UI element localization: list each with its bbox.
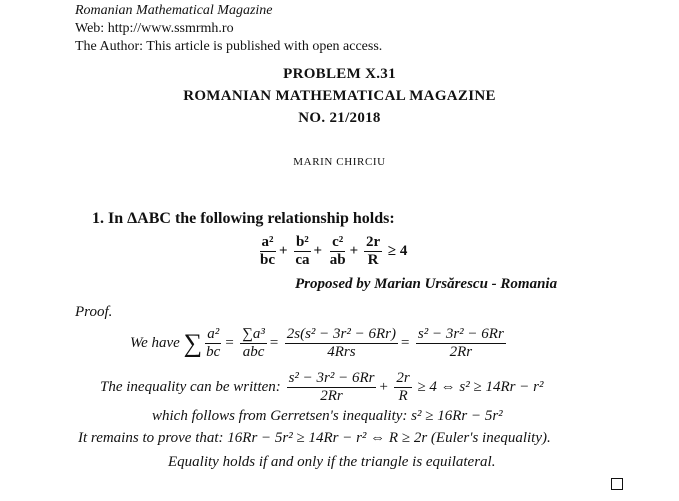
qed-square [611,478,623,490]
problem-title: PROBLEM X.31 [283,66,396,82]
proof-label: Proof. [75,304,113,320]
license-note: The Author: This article is published with open access. [75,39,383,54]
fraction: $\frac{\text{a²}}{bc}$ [206,326,221,360]
proof-line-5: Equality holds if and only if the triangle is equilateral. [168,454,496,470]
fraction: $\frac{\text{s² − 3r² − 6Rr}}{2Rr}$ [417,326,504,360]
fraction: $\frac{\text{a²}}{bc}$ [260,234,275,268]
author-name: MARIN CHIRCIU [293,156,386,168]
issue-number: NO. 21/2018 [298,110,381,126]
fraction: $\frac{2r}{R}$ [365,234,381,268]
magazine-title: ROMANIAN MATHEMATICAL MAGAZINE [183,88,496,104]
proof-line-2: The inequality can be written: $\frac{\text{s² − 3r² − 6Rr}}{2Rr}$ + $\frac{2r}{R}$ ≥ 4 ⇔ s² ≥ 14Rr − r² [100,370,544,404]
fraction: $\frac{\text{b²}}{ca}$ [295,234,310,268]
fraction: $\frac{\text{∑a³}}{\text{abc}}$ [242,326,265,360]
proof-line-1: We have ∑ $\frac{\text{a²}}{bc}$ = $\frac{\text{∑a³}}{\text{abc}}$ = $\frac{\text{2s(s² − 3r² − 6Rr)}}{\text{4Rrs}}$ = $\frac{\text{s² − 3r² − 6Rr}}{2Rr}$ [130,326,504,360]
fraction: $\frac{\text{2s(s² − 3r² − 6Rr)}}{\text{4Rrs}}$ [286,326,397,360]
proposed-by: Proposed by Marian Ursărescu - Romania [295,276,558,292]
fraction: $\frac{\text{s² − 3r² − 6Rr}}{2Rr}$ [288,370,375,404]
fraction: $\frac{2r}{R}$ [396,370,410,404]
problem-statement: 1. In ΔABC the following relationship holds: [92,210,395,227]
proof-line-3: which follows from Gerretsen's inequality: s² ≥ 16Rr − 5r² [152,408,503,424]
proof-line-4: It remains to prove that: 16Rr − 5r² ≥ 14Rr − r² ⇔ R ≥ 2r (Euler's inequality). [78,430,551,446]
website: Web: http://www.ssmrmh.ro [75,21,234,36]
main-inequality: $\frac{\text{a²}}{bc}$ + $\frac{\text{b²}}{ca}$ + $\frac{\text{c²}}{ab}$ + $\frac{2r}{R}$ ≥ 4 [260,234,408,268]
fraction: $\frac{\text{c²}}{ab}$ [329,234,346,268]
magazine-name: Romanian Mathematical Magazine [75,3,273,18]
